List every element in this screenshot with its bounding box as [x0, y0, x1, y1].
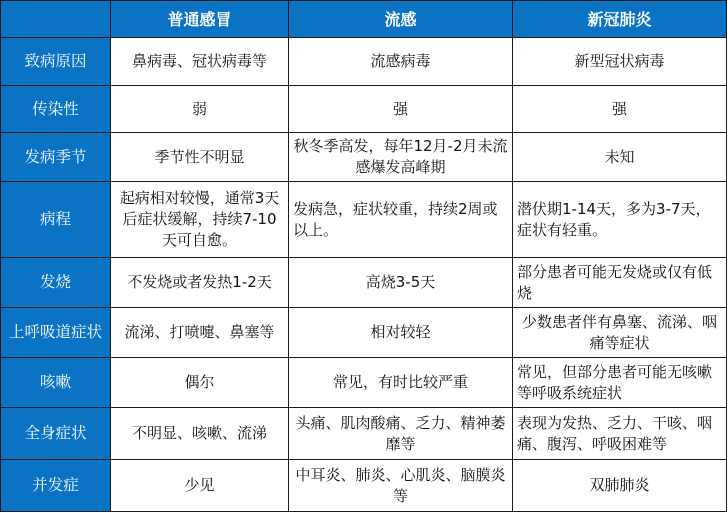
row-label-season: 发病季节 — [1, 133, 111, 182]
row-label-fever: 发烧 — [1, 258, 111, 308]
header-row — [1, 1, 727, 38]
table-row — [1, 308, 727, 358]
cell-covid-systemic: 表现为发热、乏力、干咳、咽痛、腹泻、呼吸困难等 — [513, 408, 727, 460]
cell-flu-season: 秋冬季高发，每年12月-2月未流感爆发高峰期 — [289, 133, 513, 182]
table-row — [1, 86, 727, 133]
table-row — [1, 182, 727, 258]
cell-cold-systemic: 不明显、咳嗽、流涕 — [111, 408, 289, 460]
table-row — [1, 408, 727, 460]
cell-covid-upper-respiratory: 少数患者伴有鼻塞、流涕、咽痛等症状 — [513, 308, 727, 358]
cell-covid-cough: 常见，但部分患者可能无咳嗽等呼吸系统症状 — [513, 358, 727, 408]
cell-cold-season: 季节性不明显 — [111, 133, 289, 182]
cell-flu-contagiousness: 强 — [289, 86, 513, 133]
row-label-upper-respiratory: 上呼吸道症状 — [1, 308, 111, 358]
table-row — [1, 133, 727, 182]
table-row — [1, 258, 727, 308]
cell-flu-systemic: 头痛、肌肉酸痛、乏力、精神萎靡等 — [289, 408, 513, 460]
cell-cold-cause: 鼻病毒、冠状病毒等 — [111, 38, 289, 86]
header-covid19: 新冠肺炎 — [513, 1, 727, 38]
cell-covid-fever: 部分患者可能无发烧或仅有低烧 — [513, 258, 727, 308]
table-row — [1, 38, 727, 86]
cell-covid-course: 潜伏期1-14天，多为3-7天，症状有轻重。 — [513, 182, 727, 258]
cell-cold-fever: 不发烧或者发热1-2天 — [111, 258, 289, 308]
row-label-course: 病程 — [1, 182, 111, 258]
table-row — [1, 358, 727, 408]
table-row — [1, 460, 727, 512]
cell-flu-cause: 流感病毒 — [289, 38, 513, 86]
cell-flu-complications: 中耳炎、肺炎、心肌炎、脑膜炎等 — [289, 460, 513, 512]
cell-covid-season: 未知 — [513, 133, 727, 182]
cell-cold-complications: 少见 — [111, 460, 289, 512]
row-label-cause: 致病原因 — [1, 38, 111, 86]
row-label-cough: 咳嗽 — [1, 358, 111, 408]
cell-flu-cough: 常见，有时比较严重 — [289, 358, 513, 408]
cell-cold-cough: 偶尔 — [111, 358, 289, 408]
row-label-systemic: 全身症状 — [1, 408, 111, 460]
row-label-contagiousness: 传染性 — [1, 86, 111, 133]
cell-covid-cause: 新型冠状病毒 — [513, 38, 727, 86]
cell-cold-contagiousness: 弱 — [111, 86, 289, 133]
cell-flu-fever: 高烧3-5天 — [289, 258, 513, 308]
cell-cold-upper-respiratory: 流涕、打喷嚏、鼻塞等 — [111, 308, 289, 358]
header-influenza: 流感 — [289, 1, 513, 38]
row-label-complications: 并发症 — [1, 460, 111, 512]
cell-flu-course: 发病急，症状较重，持续2周或以上。 — [289, 182, 513, 258]
cell-flu-upper-respiratory: 相对较轻 — [289, 308, 513, 358]
cell-covid-contagiousness: 强 — [513, 86, 727, 133]
cell-cold-course: 起病相对较慢，通常3天后症状缓解，持续7-10天可自愈。 — [111, 182, 289, 258]
cell-covid-complications: 双肺肺炎 — [513, 460, 727, 512]
header-common-cold: 普通感冒 — [111, 1, 289, 38]
header-corner — [1, 1, 111, 38]
